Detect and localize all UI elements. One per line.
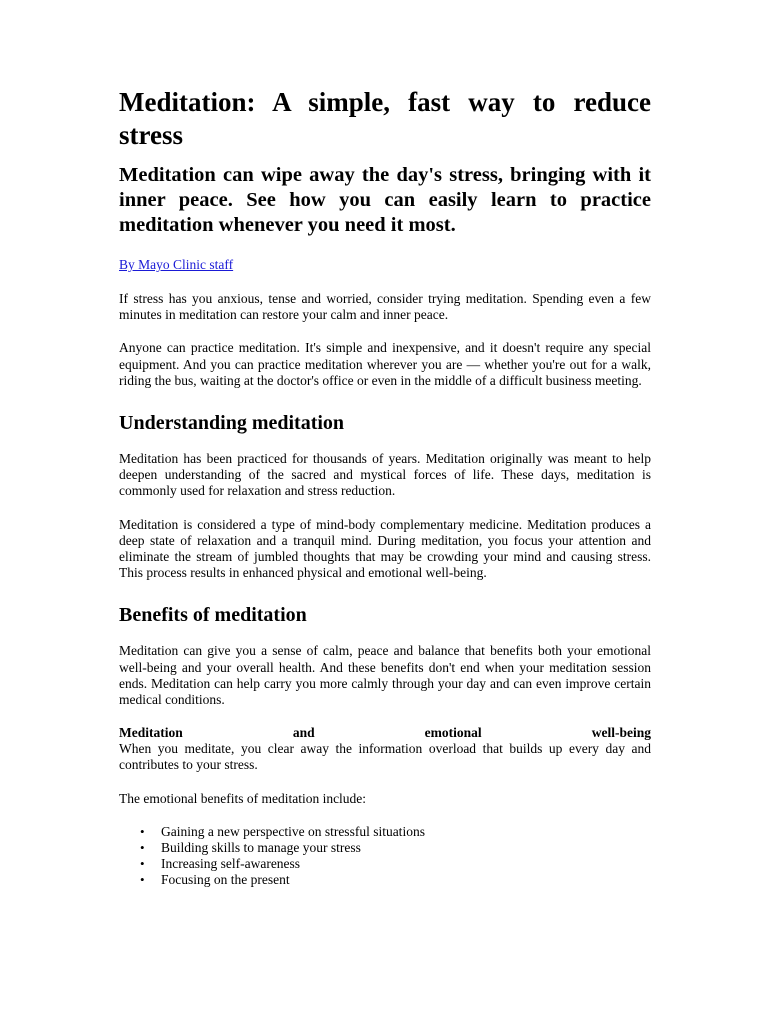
- understanding-heading: Understanding meditation: [119, 412, 345, 435]
- subheading-word: Meditation: [119, 725, 183, 741]
- bullet-icon: •: [140, 856, 145, 872]
- bullet-icon: •: [140, 840, 145, 856]
- list-intro: The emotional benefits of meditation include:: [119, 790, 367, 806]
- list-item-text: Building skills to manage your stress: [161, 840, 361, 856]
- article: [119, 86, 651, 889]
- subheading-word: emotional: [424, 725, 482, 741]
- list-item-text: Gaining a new perspective on stressful situations: [161, 823, 425, 839]
- subheading-word: and: [292, 725, 315, 741]
- bullet-icon: •: [140, 872, 145, 888]
- article-title: Meditation: A simple, fast way to reduce stress: [119, 87, 651, 150]
- byline-link[interactable]: By Mayo Clinic staff: [119, 257, 234, 272]
- intro-paragraph-2: Anyone can practice meditation. It's simple and inexpensive, and it doesn't require any special equipment. And you can practice meditation wherever you are — whether you're out for a walk, riding the bus, waiting at the doctor's office or even in the middle of a difficult business meeting.: [119, 340, 651, 388]
- list-item: [140, 856, 651, 872]
- emotional-benefits-list: [119, 824, 651, 889]
- understanding-paragraph-1: Meditation has been practiced for thousands of years. Meditation originally was meant to help deepen understanding of the sacred and mystical forces of life. These days, meditation is commonly used for relaxation and stress reduction.: [119, 451, 651, 499]
- article-subtitle: Meditation can wipe away the day's stress, bringing with it inner peace. See how you can easily learn to practice meditation whenever you need it most.: [119, 164, 651, 236]
- list-item: [140, 823, 651, 840]
- list-item-text: Increasing self-awareness: [161, 856, 301, 872]
- understanding-paragraph-2: Meditation is considered a type of mind-body complementary medicine. Meditation produces a deep state of relaxation and a tranquil mind. During meditation, you focus your attention and eliminate the stream of jumbled thoughts that may be crowding your mind and causing stress. This process results in enhanced physical and emotional well-being.: [119, 516, 651, 581]
- intro-paragraph-1: If stress has you anxious, tense and worried, consider trying meditation. Spending even a few minutes in meditation can restore your calm and inner peace.: [119, 291, 651, 323]
- list-item: [140, 840, 651, 856]
- list-item-text: Focusing on the present: [161, 872, 290, 888]
- list-item: [140, 872, 651, 888]
- benefits-heading: Benefits of meditation: [119, 604, 307, 627]
- subheading-word: well-being: [591, 725, 651, 741]
- emotional-wellbeing-subheading: [119, 725, 651, 741]
- bullet-icon: •: [140, 823, 145, 839]
- benefits-paragraph: Meditation can give you a sense of calm, peace and balance that benefits both your emotional well-being and your overall health. And these benefits don't end when your meditation session ends. Meditation can help carry you more calmly through your day and can even improve certain medical conditions.: [119, 643, 651, 708]
- emotional-wellbeing-paragraph: When you meditate, you clear away the information overload that builds up every day and contributes to your stress.: [119, 741, 651, 773]
- byline: [119, 257, 651, 273]
